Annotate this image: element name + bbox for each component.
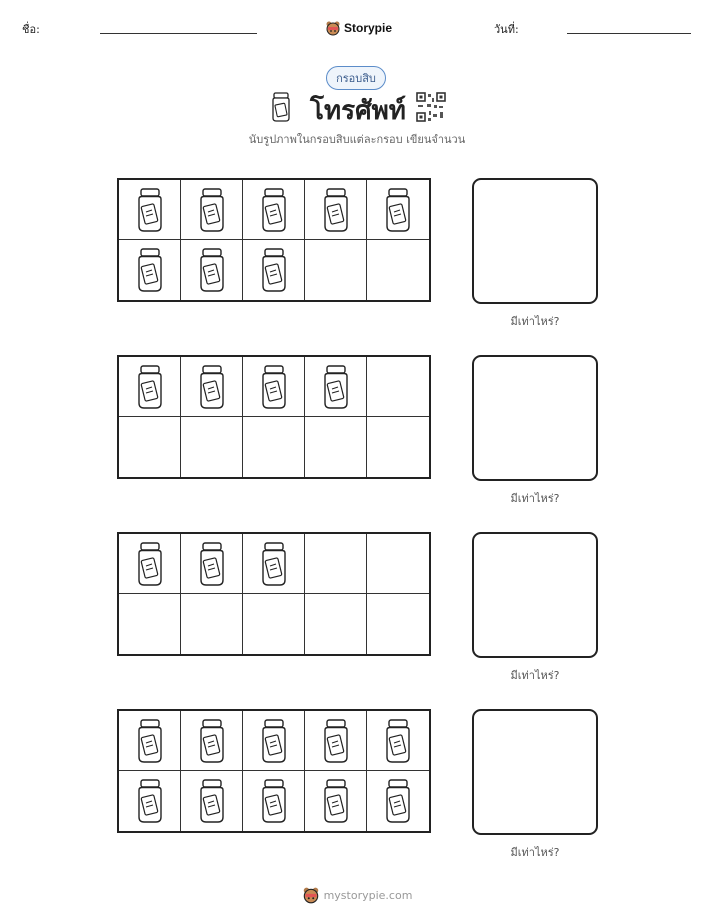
- ten-frame-cell: [181, 534, 243, 594]
- worksheet-type-badge: กรอบสิบ: [326, 66, 386, 90]
- ten-frame-cell: [367, 594, 429, 654]
- jar-icon: [322, 188, 350, 232]
- ten-frame-cell: [367, 534, 429, 594]
- answer-box[interactable]: [472, 709, 598, 835]
- name-label: ชื่อ:: [22, 23, 40, 36]
- ten-frame-cell: [243, 771, 305, 831]
- jar-icon: [322, 779, 350, 823]
- jar-icon: [198, 188, 226, 232]
- ten-frame-cell: [305, 357, 367, 417]
- jar-icon: [198, 248, 226, 292]
- ten-frame-cell: [243, 240, 305, 300]
- ten-frame-cell: [305, 417, 367, 477]
- date-field-line[interactable]: [567, 33, 691, 34]
- jar-icon: [270, 92, 292, 122]
- ten-frame-cell: [181, 180, 243, 240]
- name-field-line[interactable]: [100, 33, 257, 34]
- jar-icon: [198, 365, 226, 409]
- brand-name: Storypie: [344, 21, 393, 35]
- ten-frame-cell: [243, 711, 305, 771]
- jar-icon: [384, 719, 412, 763]
- ten-frame-cell: [305, 240, 367, 300]
- brand-logo: [325, 18, 392, 38]
- qr-code-icon: [416, 92, 446, 122]
- footer-url[interactable]: mystorypie.com: [323, 888, 413, 902]
- jar-icon: [260, 188, 288, 232]
- ten-frame-cell: [119, 534, 181, 594]
- ten-frame-cell: [119, 771, 181, 831]
- date-label: วันที่:: [494, 23, 519, 36]
- ten-frame-cell: [305, 711, 367, 771]
- jar-icon: [198, 779, 226, 823]
- ten-frame-cell: [119, 711, 181, 771]
- ten-frame-cell: [119, 594, 181, 654]
- worksheet-header: [0, 18, 714, 40]
- ten-frame-cell: [181, 594, 243, 654]
- storypie-mascot-icon: [302, 886, 320, 905]
- ten-frame-cell: [243, 534, 305, 594]
- ten-frame-cell: [367, 711, 429, 771]
- how-many-prompt: มีเท่าไหร่?: [510, 669, 560, 682]
- jar-icon: [136, 719, 164, 763]
- jar-icon: [198, 719, 226, 763]
- instructions: นับรูปภาพในกรอบสิบแต่ละกรอบ เขียนจำนวน: [248, 133, 466, 146]
- ten-frame-cell: [181, 357, 243, 417]
- ten-frame-cell: [181, 711, 243, 771]
- jar-icon: [260, 542, 288, 586]
- ten-frame-cell: [367, 240, 429, 300]
- ten-frame-cell: [119, 417, 181, 477]
- ten-frame-cell: [367, 357, 429, 417]
- jar-icon: [136, 779, 164, 823]
- ten-frame-cell: [305, 594, 367, 654]
- how-many-prompt: มีเท่าไหร่?: [510, 492, 560, 505]
- how-many-prompt: มีเท่าไหร่?: [510, 315, 560, 328]
- ten-frame-cell: [181, 771, 243, 831]
- ten-frame-cell: [119, 240, 181, 300]
- answer-box[interactable]: [472, 532, 598, 658]
- jar-icon: [136, 542, 164, 586]
- ten-frame-cell: [243, 594, 305, 654]
- ten-frame: [117, 178, 431, 302]
- ten-frame-cell: [119, 357, 181, 417]
- ten-frame-cell: [367, 417, 429, 477]
- ten-frame-cell: [305, 771, 367, 831]
- jar-icon: [384, 188, 412, 232]
- storypie-mascot-icon: [325, 20, 341, 37]
- jar-icon: [136, 248, 164, 292]
- ten-frame-cell: [119, 180, 181, 240]
- ten-frame: [117, 709, 431, 833]
- jar-icon: [322, 719, 350, 763]
- jar-icon: [136, 365, 164, 409]
- ten-frame-cell: [367, 771, 429, 831]
- ten-frame: [117, 532, 431, 656]
- ten-frame-cell: [243, 417, 305, 477]
- ten-frame-cell: [305, 534, 367, 594]
- jar-icon: [260, 365, 288, 409]
- jar-icon: [198, 542, 226, 586]
- jar-icon: [384, 779, 412, 823]
- jar-icon: [322, 365, 350, 409]
- ten-frame-cell: [305, 180, 367, 240]
- jar-icon: [260, 779, 288, 823]
- answer-box[interactable]: [472, 178, 598, 304]
- jar-icon: [260, 719, 288, 763]
- ten-frame-cell: [367, 180, 429, 240]
- jar-icon: [260, 248, 288, 292]
- how-many-prompt: มีเท่าไหร่?: [510, 846, 560, 859]
- jar-icon: [136, 188, 164, 232]
- footer: [0, 884, 714, 906]
- worksheet-title: โทรศัพท์: [310, 96, 406, 126]
- ten-frame-cell: [243, 180, 305, 240]
- ten-frame-cell: [243, 357, 305, 417]
- answer-box[interactable]: [472, 355, 598, 481]
- ten-frame-cell: [181, 240, 243, 300]
- ten-frame: [117, 355, 431, 479]
- ten-frame-cell: [181, 417, 243, 477]
- title-row: [0, 90, 714, 126]
